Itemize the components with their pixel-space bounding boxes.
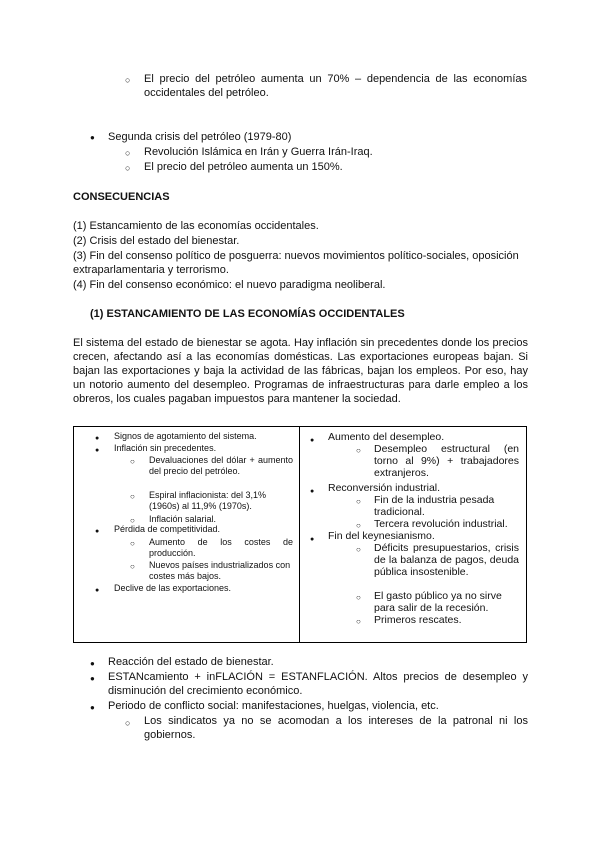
table-left-item: Pérdida de competitividad. [114, 524, 221, 534]
disc-bullet-icon: ● [310, 437, 315, 444]
table-right-item: Aumento del desempleo. [328, 431, 445, 443]
disc-bullet-icon: ● [90, 674, 95, 683]
circle-bullet-icon: ○ [130, 562, 135, 571]
table-right-sub-item: Primeros rescates. [374, 614, 462, 626]
table-right-item: Reconversión industrial. [328, 482, 441, 494]
consecuencia-item: (1) Estancamiento de las economías occidentales. [73, 220, 319, 232]
circle-bullet-icon: ○ [356, 545, 361, 554]
disc-bullet-icon: ● [95, 528, 100, 535]
table-left-item: Declive de las exportaciones. [114, 583, 232, 593]
table-divider [299, 427, 300, 642]
disc-bullet-icon: ● [95, 587, 100, 594]
circle-bullet-icon: ○ [125, 148, 131, 158]
table-right-sub-item: Fin de la industria pesada tradicional. [374, 494, 495, 518]
table-left-item: Inflación sin precedentes. [114, 443, 217, 453]
disc-bullet-icon: ● [310, 536, 315, 543]
circle-bullet-icon: ○ [356, 521, 361, 530]
table-right-sub-item: Tercera revolución industrial. [374, 518, 508, 530]
disc-bullet-icon: ● [90, 133, 95, 142]
table-left-sub-item: Inflación salarial. [149, 514, 217, 524]
section-heading: (1) ESTANCAMIENTO DE LAS ECONOMÍAS OCCIDENTALES [90, 308, 405, 320]
section-paragraph: El sistema del estado de bienestar se agota. Hay inflación sin precedentes donde los precios crecen, afectando así a las economías domésticas. Las exportaciones europeas bajan. Si bajan las exportaciones y baja la actividad de las fábricas, bajan los empleos. Por eso, hay un notorio aumento del desempleo. Programas de infraestructuras para darle empleo a los obreros, los cuales pagaban impuestos para mantener la sociedad. [73, 337, 528, 405]
intro-sub-item: El precio del petróleo aumenta un 150%. [144, 161, 343, 173]
disc-bullet-icon: ● [90, 659, 95, 668]
circle-bullet-icon: ○ [356, 497, 361, 506]
circle-bullet-icon: ○ [130, 516, 135, 525]
consecuencia-item: (2) Crisis del estado del bienestar. [73, 235, 240, 247]
disc-bullet-icon: ● [95, 435, 100, 442]
table-left-sub-item: Espiral inflacionista: del 3,1% (1960s) al 11,9% (1970s). [149, 490, 267, 511]
table-right-sub-item: El gasto público ya no sirve para salir de la recesión. [374, 590, 502, 614]
disc-bullet-icon: ● [90, 703, 95, 712]
consecuencia-item: (4) Fin del consenso económico: el nuevo paradigma neoliberal. [73, 279, 386, 291]
circle-bullet-icon: ○ [130, 457, 135, 466]
circle-bullet-icon: ○ [125, 75, 131, 85]
circle-bullet-icon: ○ [356, 446, 361, 455]
after-item: ESTANcamiento + inFLACIÓN = ESTANFLACIÓN. Altos precios de desempleo y disminución del crecimiento económico. [108, 671, 528, 697]
circle-bullet-icon: ○ [125, 718, 131, 728]
circle-bullet-icon: ○ [130, 539, 135, 548]
table-left-sub-item: Devaluaciones del dólar + aumento del precio del petróleo. [149, 455, 293, 476]
intro-sub-item: Revolución Islámica en Irán y Guerra Irán-Iraq. [144, 146, 373, 158]
disc-bullet-icon: ● [310, 488, 315, 495]
circle-bullet-icon: ○ [356, 593, 361, 602]
table-right-sub-item: Déficits presupuestarios, crisis de la balanza de pagos, deuda pública insostenible. [374, 542, 519, 578]
summary-table [73, 426, 527, 643]
circle-bullet-icon: ○ [356, 617, 361, 626]
intro-sub-item: El precio del petróleo aumenta un 70% – dependencia de las economías occidentales del petróleo. [144, 73, 527, 99]
table-right-sub-item: Desempleo estructural (en torno al 9%) + trabajadores extranjeros. [374, 443, 519, 479]
table-right-item: Fin del keynesianismo. [328, 530, 435, 542]
consecuencias-heading: CONSECUENCIAS [73, 191, 170, 203]
consecuencia-item: (3) Fin del consenso político de posguerra: nuevos movimientos político-sociales, oposición extraparlamentaria y terrorismo. [73, 250, 519, 276]
circle-bullet-icon: ○ [130, 492, 135, 501]
table-left-item: Signos de agotamiento del sistema. [114, 431, 257, 441]
disc-bullet-icon: ● [95, 447, 100, 454]
after-sub-item: Los sindicatos ya no se acomodan a los intereses de la patronal ni los gobiernos. [144, 715, 528, 741]
table-left-sub-item: Nuevos países industrializados con costes más bajos. [149, 560, 291, 581]
intro-item: Segunda crisis del petróleo (1979-80) [108, 131, 292, 143]
after-item: Periodo de conflicto social: manifestaciones, huelgas, violencia, etc. [108, 700, 439, 712]
after-item: Reacción del estado de bienestar. [108, 656, 274, 668]
circle-bullet-icon: ○ [125, 163, 131, 173]
table-left-sub-item: Aumento de los costes de producción. [149, 537, 293, 558]
